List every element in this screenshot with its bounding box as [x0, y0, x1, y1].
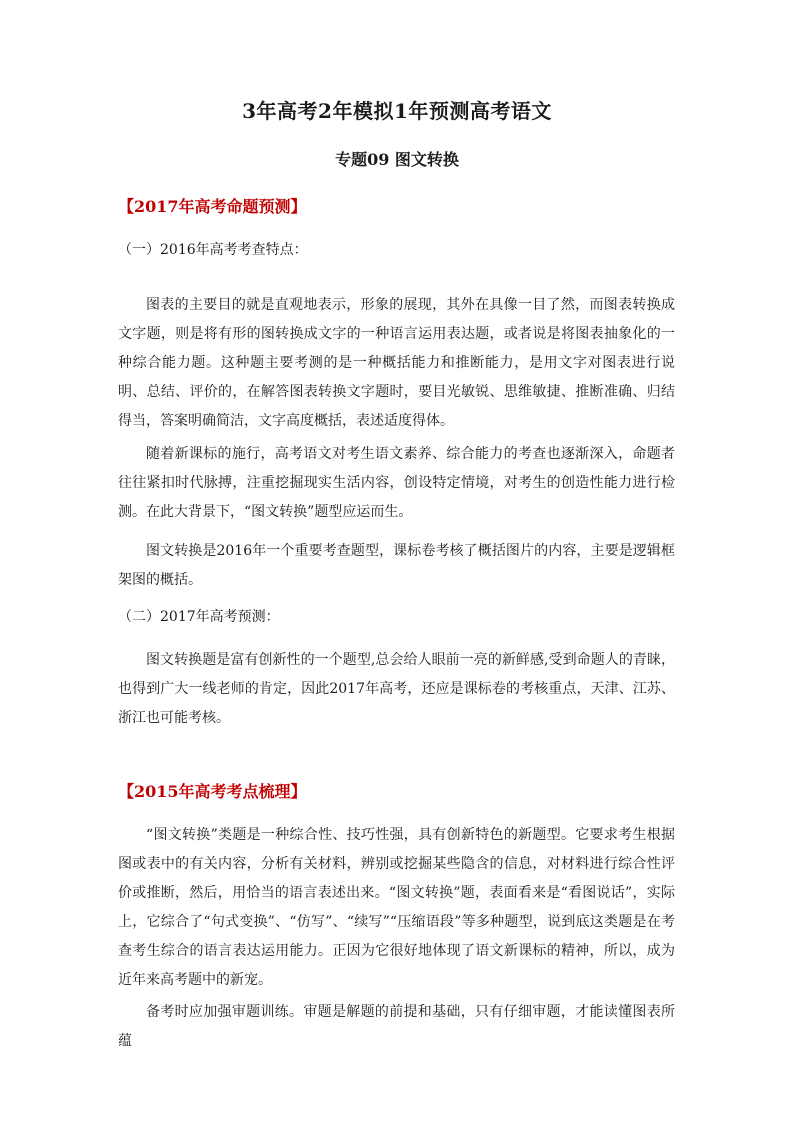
paragraph: 图表的主要目的就是直观地表示，形象的展现，其外在具像一目了然，而图表转换成文字题，则是将有形的图转换成文字的一种语言运用表达题，或者说是将图表抽象化的一种综合能力题。这种题主要考测的是一种概括能力和推断能力，是用文字对图表进行说明、总结、评价的，在解答图表转换文字题时，要目光敏锐、思维敏捷、推断准确、归结得当，答案明确简洁，文字高度概括，表述适度得体。	[118, 297, 675, 429]
paragraph: 备考时应加强审题训练。审题是解题的前提和基础，只有仔细审题，才能读懂图表所蕴	[118, 1004, 675, 1049]
document-title: 3年高考2年模拟1年预测高考语文	[242, 99, 552, 123]
section-heading-2015-review: 【2015年高考考点梳理】	[118, 782, 307, 801]
paragraph: 图文转换是2016年一个重要考查题型，课标卷考核了概括图片的内容，主要是逻辑框架图的概括。	[118, 543, 675, 588]
paragraph: “图文转换”类题是一种综合性、技巧性强，具有创新特色的新题型。它要求考生根据图或表中的有关内容，分析有关材料，辨别或挖掘某些隐含的信息，对材料进行综合性评价或推断，然后，用恰当的语言表述出来。“图文转换”题，表面看来是“看图说话”，实际上，它综合了“句式变换”、“仿写”、“续写”“压缩语段”等多种题型，说到底这类题是在考查考生综合的语言表达运用能力。正因为它很好地体现了语文新课标的精神，所以，成为近年来高考题中的新宠。	[118, 827, 675, 988]
subheading-2016-features: （一）2016年高考考查特点：	[118, 242, 308, 258]
section-heading-2017-prediction: 【2017年高考命题预测】	[118, 197, 307, 216]
paragraph: 随着新课标的施行，高考语文对考生语文素养、综合能力的考查也逐渐深入，命题者往往紧扣时代脉搏，注重挖掘现实生活内容，创设特定情境，对考生的创造性能力进行检测。在此大背景下，“图文转换”题型应运而生。	[118, 446, 675, 520]
document-subtitle: 专题09 图文转换	[335, 150, 459, 169]
subheading-2017-prediction: （二）2017年高考预测：	[118, 609, 280, 625]
paragraph: 图文转换题是富有创新性的一个题型,总会给人眼前一亮的新鲜感,受到命题人的青睐，也得到广大一线老师的肯定，因此2017年高考，还应是课标卷的考核重点，天津、江苏、浙江也可能考核。	[118, 652, 675, 726]
